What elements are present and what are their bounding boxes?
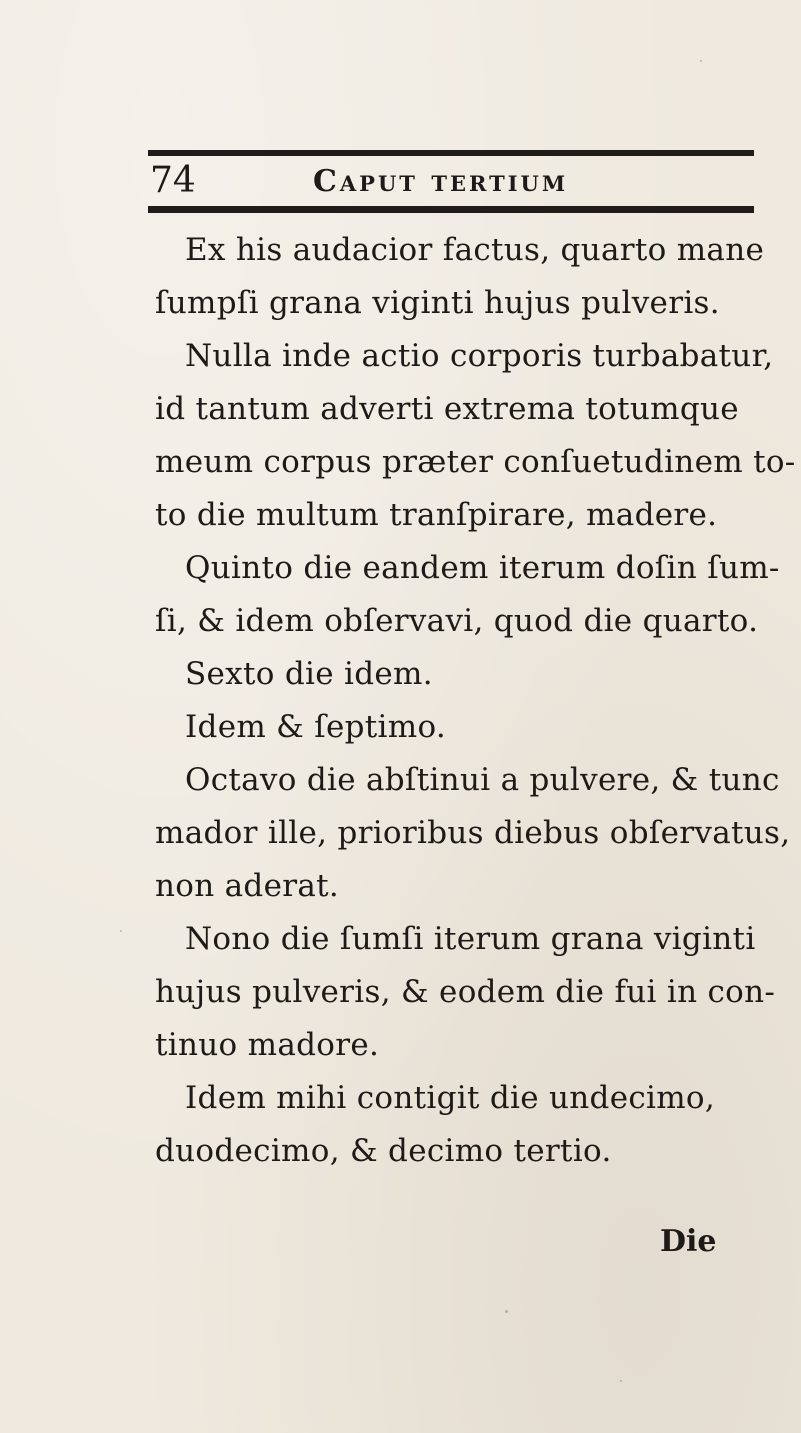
text-line: duodecimo, & decimo tertio. bbox=[155, 1133, 612, 1169]
header-rule-top bbox=[148, 150, 754, 156]
paper-speck bbox=[700, 60, 702, 62]
page-number: 74 bbox=[150, 160, 196, 201]
text-line: ſi, & idem obſervavi, quod die quarto. bbox=[155, 603, 759, 639]
text-line: meum corpus præter conſuetudinem to- bbox=[155, 444, 796, 480]
text-line: id tantum adverti extrema totumque bbox=[155, 391, 739, 427]
text-line: Ex his audacior factus, quarto mane bbox=[185, 232, 765, 268]
text-line: Idem & ſeptimo. bbox=[185, 709, 447, 745]
running-head: Caput tertium bbox=[313, 164, 569, 199]
text-line: non aderat. bbox=[155, 868, 340, 904]
text-line: Nulla inde actio corporis turbabatur, bbox=[185, 338, 774, 374]
text-line: tinuo madore. bbox=[155, 1027, 380, 1063]
text-line: hujus pulveris, & eodem die fui in con- bbox=[155, 974, 776, 1010]
paper-speck bbox=[120, 930, 122, 932]
text-line: Nono die ſumſi iterum grana viginti bbox=[185, 921, 756, 957]
paper-speck bbox=[620, 1380, 622, 1382]
text-line: to die multum tranſpirare, madere. bbox=[155, 497, 718, 533]
text-line: Quinto die eandem iterum doſin ſum- bbox=[185, 550, 780, 586]
text-line: Sexto die idem. bbox=[185, 656, 433, 692]
header-rule-bottom bbox=[148, 206, 754, 213]
text-line: Idem mihi contigit die undecimo, bbox=[185, 1080, 716, 1116]
text-line: ſumpſi grana viginti hujus pulveris. bbox=[155, 285, 720, 321]
paper-speck bbox=[505, 1310, 508, 1313]
text-line: Octavo die abſtinui a pulvere, & tunc bbox=[185, 762, 780, 798]
catchword: Die bbox=[660, 1224, 717, 1259]
text-line: mador ille, prioribus diebus obſervatus, bbox=[155, 815, 791, 851]
